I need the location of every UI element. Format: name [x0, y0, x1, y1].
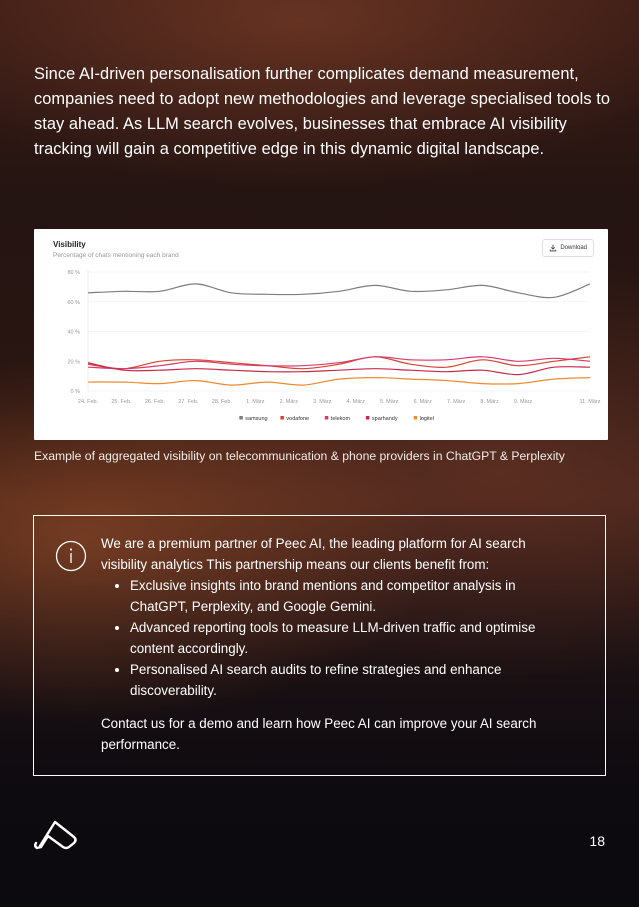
brand-logo-icon	[33, 816, 77, 850]
legend-swatch-samsung	[239, 416, 243, 420]
partner-text	[101, 533, 571, 755]
x-tick-label: 9. März	[513, 399, 533, 405]
info-icon	[55, 540, 87, 572]
benefit-item: • Personalised AI search audits to refine strategies and enhance discoverability.	[130, 659, 571, 701]
x-tick-label: 5. März	[380, 399, 399, 405]
x-tick-label: 28. Feb.	[211, 399, 232, 405]
legend-swatch-sparhandy	[366, 416, 370, 420]
x-tick-label: 6. März	[413, 399, 432, 405]
series-line-samsung	[88, 284, 590, 298]
intro-paragraph: Since AI-driven personalisation further complicates demand measurement, companies need to adopt new methodologies and leverage specialised tools to stay ahead. As LLM search evolves, businesses that embrace AI visibility tracking will gain a competitive edge in this dynamic digital landscape.	[34, 65, 610, 158]
legend-label-telekom: telekom	[330, 416, 351, 422]
x-tick-label: 27. Feb.	[178, 399, 199, 405]
download-label: Download	[560, 245, 587, 251]
x-tick-label: 4. März	[346, 399, 365, 405]
download-icon	[549, 244, 557, 252]
legend-swatch-telekom	[325, 416, 329, 420]
legend-label-vodafone: vodafone	[286, 416, 310, 422]
x-tick-label: 24. Feb.	[77, 399, 99, 405]
benefit-item: • Advanced reporting tools to measure LLM-driven traffic and optimise content accordingly.	[130, 617, 571, 659]
x-tick-label: 2. März	[279, 399, 298, 405]
x-tick-label: 7. März	[446, 399, 466, 405]
partner-info-box	[33, 515, 606, 776]
partner-intro: We are a premium partner of Peec AI, the leading platform for AI search visibility analytics This partnership means our clients benefit from:	[101, 536, 526, 572]
visibility-chart	[34, 229, 608, 440]
legend-label-logitel: logitel	[419, 416, 434, 422]
x-tick-label: 26. Feb.	[144, 399, 166, 405]
series-line-telekom	[88, 357, 590, 369]
y-tick-label: 80 %	[67, 270, 80, 276]
x-tick-label: 1. März	[246, 399, 265, 405]
x-tick-label: 8. März	[480, 399, 499, 405]
y-tick-label: 60 %	[67, 299, 80, 306]
legend-swatch-logitel	[414, 416, 418, 420]
chart-caption: Example of aggregated visibility on telecommunication & phone providers in ChatGPT & Perplexity	[34, 449, 565, 463]
x-tick-label: 25. Feb.	[111, 399, 132, 405]
legend-swatch-vodafone	[280, 416, 284, 420]
contact-text: Contact us for a demo and learn how Peec AI can improve your AI search performance.	[101, 716, 537, 752]
chart-subtitle: Percentage of chats mentioning each brand	[53, 252, 179, 259]
series-line-logitel	[88, 378, 590, 386]
chart-title: Visibility	[53, 240, 86, 249]
legend-label-sparhandy: sparhandy	[371, 416, 398, 422]
visibility-chart-card	[34, 229, 608, 440]
y-tick-label: 20 %	[67, 359, 80, 366]
page-number: 18	[589, 833, 605, 849]
benefit-item: • Exclusive insights into brand mentions and competitor analysis in ChatGPT, Perplexity, and Google Gemini.	[130, 575, 571, 617]
y-tick-label: 0 %	[70, 389, 80, 395]
benefits-list	[101, 575, 571, 701]
x-tick-label: 11. März	[579, 399, 601, 405]
x-tick-label: 3. März	[313, 399, 332, 405]
download-button[interactable]	[542, 239, 594, 257]
y-tick-label: 40 %	[67, 329, 80, 336]
legend-label-samsung: samsung	[245, 416, 268, 422]
